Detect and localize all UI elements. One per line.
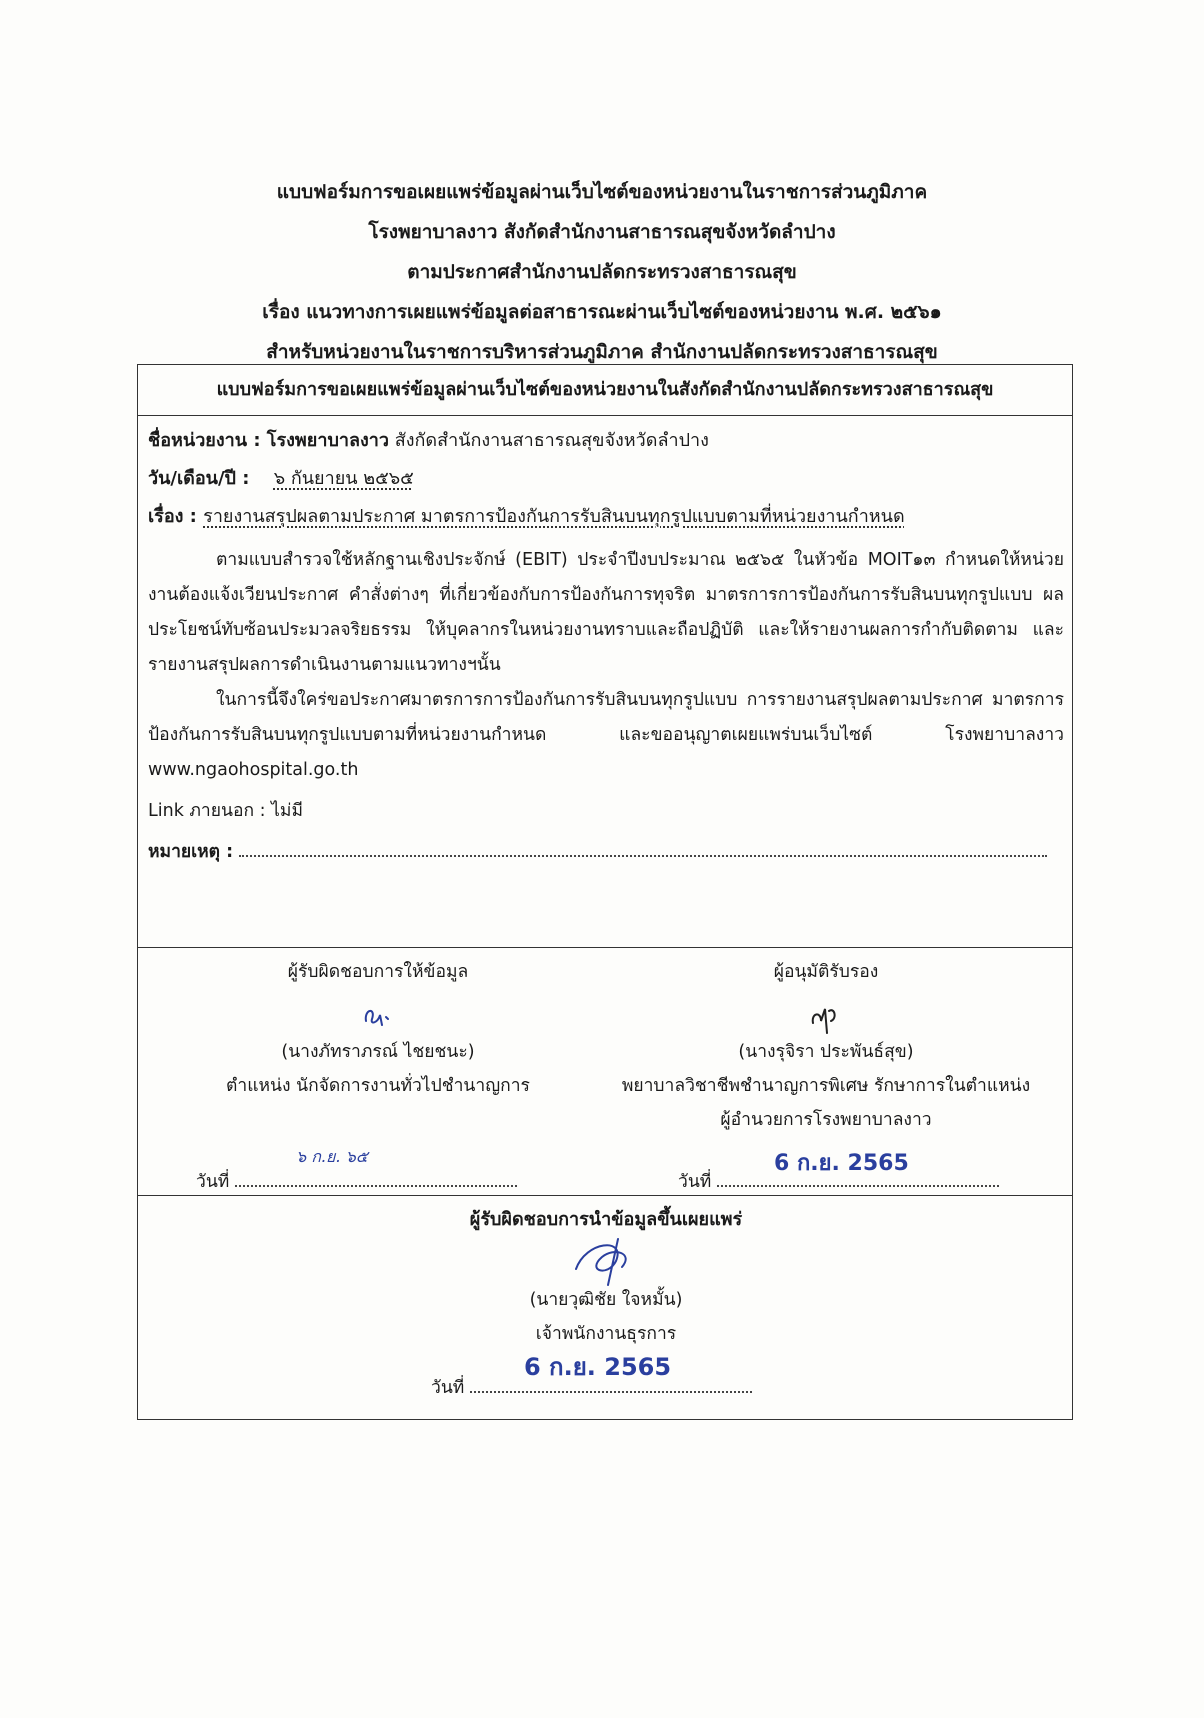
- header-line-5: สำหรับหน่วยงานในราชการบริหารส่วนภูมิภาค สำนักงานปลัดกระทรวงสาธารณสุข: [266, 341, 938, 363]
- approver-position-2: ผู้อำนวยการโรงพยาบาลงาว: [720, 1110, 932, 1130]
- responsible-position: ตำแหน่ง นักจัดการงานทั่วไปชำนาญการ: [226, 1076, 530, 1096]
- paragraph-2: [148, 683, 1064, 788]
- subject-label: เรื่อง :: [148, 506, 204, 527]
- note-row: [148, 835, 1064, 870]
- approver-date-stamp: 6 ก.ย. 2565: [774, 1151, 909, 1176]
- note-dotted-line: [239, 841, 1047, 857]
- section-divider-2: [138, 1195, 1072, 1196]
- publisher-signer-block: [368, 1203, 844, 1351]
- publisher-signature-icon: [368, 1237, 844, 1283]
- link-value: ไม่มี: [271, 801, 303, 821]
- responsible-date-line: [196, 1167, 517, 1195]
- approver-signature-icon: [586, 989, 1066, 1035]
- responsible-date-dots: [235, 1171, 517, 1187]
- approver-heading: ผู้อนุมัติรับรอง: [773, 962, 879, 982]
- publisher-name: (นายวุฒิชัย ใจหมั้น): [529, 1290, 683, 1310]
- document-header: [0, 172, 1204, 372]
- responsible-date-label: วันที่: [196, 1172, 235, 1192]
- responsible-signature-icon: [178, 989, 578, 1035]
- link-row: [148, 794, 1064, 829]
- paragraph-1-text: ตามแบบสำรวจใช้หลักฐานเชิงประจักษ์ (EBIT) ประจำปีงบประมาณ ๒๕๖๕ ในหัวข้อ MOIT๑๓ กำหนดให้หน่วยงานต้องแจ้งเวียนประกาศ คำสั่งต่างๆ ที่เกี่ยวข้องกับการป้องกันการทุจริต มาตรการการป้องกันการรับสินบนทุกรูปแบบ ผลประโยชน์ทับซ้อนประมวลจริยธรรม ให้บุคลากรในหน่วยงานทราบและถือปฏิบัติ และให้รายงานผลการกำกับติดตาม และรายงานสรุปผลการดำเนินงานตามแนวทางฯนั้น: [148, 550, 1064, 675]
- header-line-3: ตามประกาศสำนักงานปลัดกระทรวงสาธารณสุข: [407, 261, 797, 283]
- paragraph-2-text: ในการนี้จึงใคร่ขอประกาศมาตรการการป้องกันการรับสินบนทุกรูปแบบ การรายงานสรุปผลตามประกาศ มาตรการป้องกันการรับสินบนทุกรูปแบบตามที่หน่วยงานกำหนด และขออนุญาตเผยแพร่บนเว็บไซต์ โรงพยาบาลงาว www.ngaohospital.go.th: [148, 690, 1064, 780]
- header-line-2: โรงพยาบาลงาว สังกัดสำนักงานสาธารณสุขจังหวัดลำปาง: [368, 221, 836, 243]
- publisher-position: เจ้าพนักงานธุรการ: [535, 1324, 677, 1344]
- approver-date-label: วันที่: [678, 1172, 717, 1192]
- section-divider-1: [138, 947, 1072, 948]
- unit-value-bold: โรงพยาบาลงาว: [266, 430, 390, 451]
- responsible-heading: ผู้รับผิดชอบการให้ข้อมูล: [287, 962, 469, 982]
- unit-label: ชื่อหน่วยงาน :: [148, 430, 267, 451]
- form-title: แบบฟอร์มการขอเผยแพร่ข้อมูลผ่านเว็บไซต์ของหน่วยงานในสังกัดสำนักงานปลัดกระทรวงสาธารณสุข: [138, 365, 1072, 416]
- date-row: [148, 463, 414, 492]
- approver-position-1: พยาบาลวิชาชีพชำนาญการพิเศษ รักษาการในตำแหน่ง: [621, 1076, 1031, 1096]
- paragraph-1: [148, 543, 1064, 683]
- date-label: วัน/เดือน/ปี :: [148, 468, 256, 489]
- publisher-heading: ผู้รับผิดชอบการนำข้อมูลขึ้นเผยแพร่: [469, 1209, 743, 1230]
- subject-row: [148, 501, 905, 530]
- publisher-date-label: วันที่: [431, 1378, 470, 1398]
- unit-value-rest: สังกัดสำนักงานสาธารณสุขจังหวัดลำปาง: [389, 430, 709, 451]
- subject-value: รายงานสรุปผลตามประกาศ มาตรการป้องกันการรับสินบนทุกรูปแบบตามที่หน่วยงานกำหนด: [203, 506, 905, 527]
- responsible-date-handwritten: ๖ ก.ย. ๖๕: [296, 1147, 368, 1166]
- approver-name: (นางรุจิรา ประพันธ์สุข): [738, 1042, 914, 1062]
- form-box: [137, 364, 1073, 1420]
- responsible-name: (นางภัทราภรณ์ ไชยชนะ): [281, 1042, 475, 1062]
- body-text: [148, 543, 1064, 870]
- unit-row: [148, 425, 709, 454]
- date-value: ๖ กันยายน ๒๕๖๕: [273, 468, 414, 489]
- header-line-1: แบบฟอร์มการขอเผยแพร่ข้อมูลผ่านเว็บไซต์ของหน่วยงานในราชการส่วนภูมิภาค: [276, 181, 928, 203]
- approver-signer-block: [586, 955, 1066, 1137]
- link-label: Link ภายนอก :: [148, 801, 272, 821]
- responsible-signer-block: [178, 955, 578, 1103]
- publisher-date-stamp: 6 ก.ย. 2565: [524, 1353, 672, 1381]
- header-line-4: เรื่อง แนวทางการเผยแพร่ข้อมูลต่อสาธารณะผ่านเว็บไซต์ของหน่วยงาน พ.ศ. ๒๕๖๑: [262, 301, 942, 323]
- note-label: หมายเหตุ :: [148, 842, 240, 862]
